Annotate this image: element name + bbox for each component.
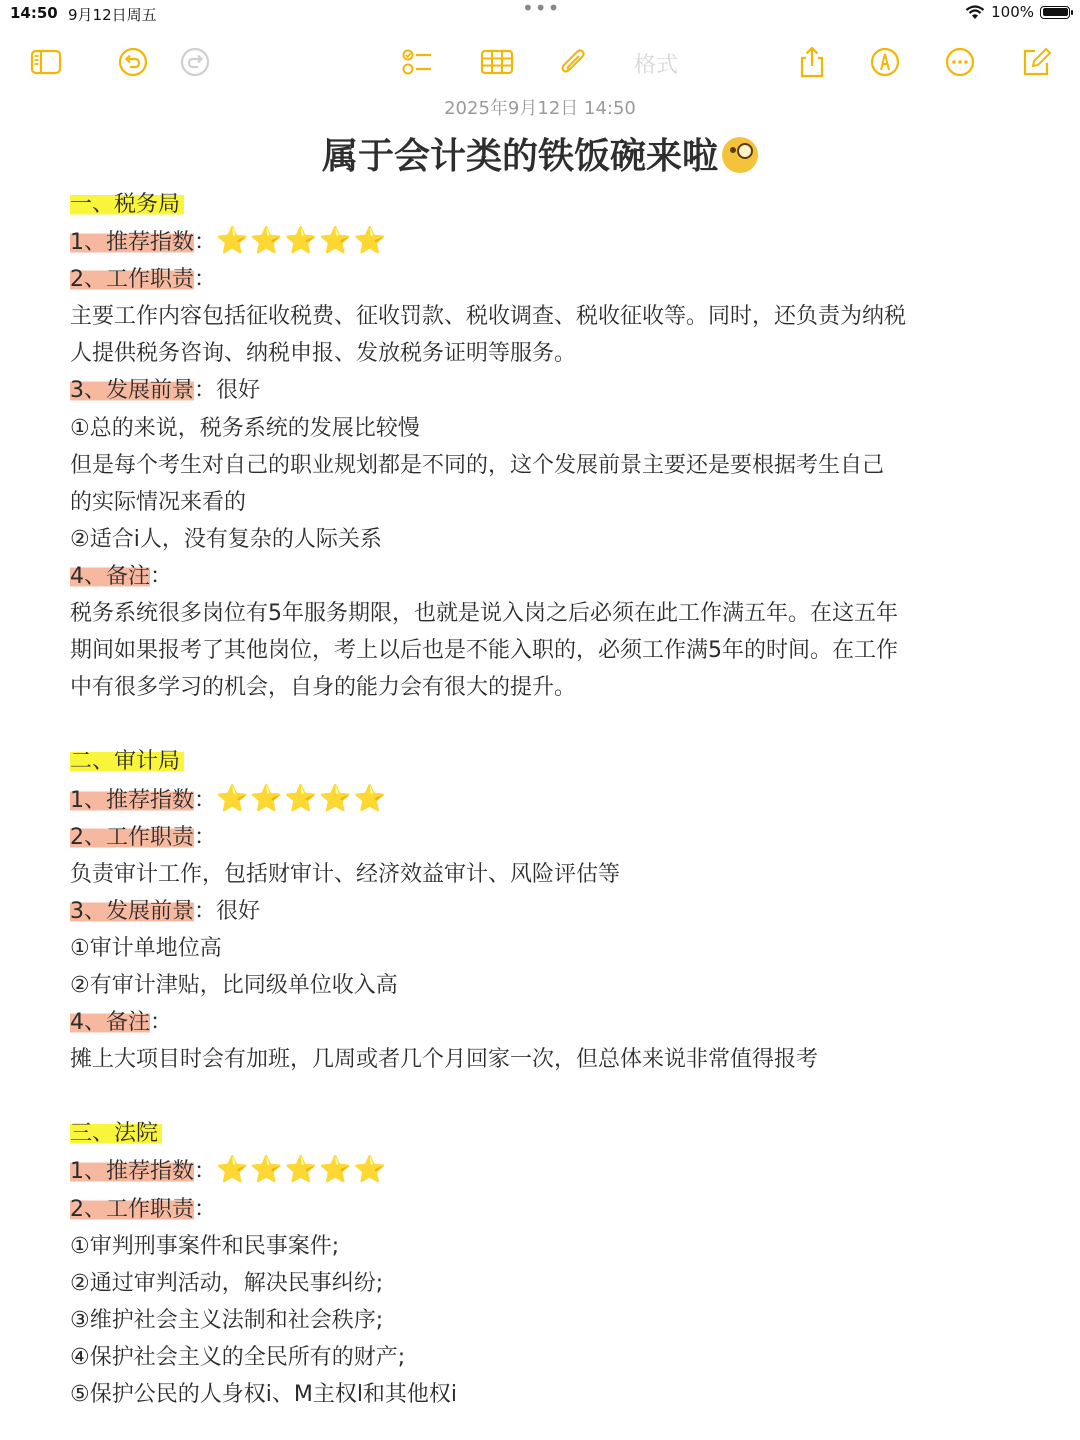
blank-line (70, 706, 1010, 743)
attachment-icon (557, 45, 591, 79)
share-icon (795, 45, 829, 79)
sidebar-icon (29, 45, 63, 79)
rating-stars: ⭐⭐⭐⭐⭐ (216, 783, 388, 814)
rating (70, 223, 1010, 261)
note-timestamp: 2025年9月12日 14:50 (444, 98, 636, 119)
wifi-icon (965, 5, 985, 20)
status-time: 14:50 (10, 4, 58, 22)
prospect-value: 很好 (216, 378, 261, 404)
section-heading (70, 1115, 1010, 1152)
format-button[interactable]: 格式 (634, 53, 679, 78)
body-text-line: ②适合i人，没有复杂的人际关系 (70, 526, 382, 552)
section-heading (70, 743, 1010, 780)
duties-label: 2、工作职责 (70, 824, 194, 850)
body-text-line: 税务系统很多岗位有5年服务期限，也就是说入岗之后必须在此工作满五年。在这五年 (70, 601, 898, 627)
note-title[interactable] (0, 128, 1080, 179)
colon: ： (194, 787, 217, 813)
duties (70, 261, 1010, 298)
body-text-line: 中有很多学习的机会，自身的能力会有很大的提升。 (70, 675, 577, 701)
prospect (70, 893, 1010, 930)
battery-percent: 100% (991, 3, 1034, 21)
notes-label: 4、备注 (70, 1010, 150, 1036)
attachment-button[interactable] (556, 44, 592, 80)
monocle-face-icon (722, 137, 758, 173)
section-heading-text: 三、法院 (70, 1121, 162, 1146)
share-button[interactable] (794, 44, 830, 80)
colon: ： (194, 378, 217, 404)
body-text-line: ①总的来说，税务系统的发展比较慢 (70, 415, 420, 441)
status-date: 9月12日周五 (68, 6, 157, 24)
body-text-line: 主要工作内容包括征收税费、征收罚款、税收调查、税收征收等。同时，还负责为纳税 (70, 304, 907, 330)
body-text-line: 但是每个考生对自己的职业规划都是不同的，这个发展前景主要还是要根据考生自己 (70, 452, 885, 478)
body-text-line: 期间如果报考了其他岗位，考上以后也是不能入职的，必须工作满5年的时间。在工作 (70, 638, 898, 664)
section-heading (70, 186, 1010, 223)
undo-button[interactable] (115, 44, 151, 80)
rating-label: 1、推荐指数 (70, 230, 194, 256)
body-text-line: ⑤保护公民的人身权i、M主权l和其他权i (70, 1382, 458, 1407)
prospect-value: 很好 (216, 898, 261, 924)
more-icon (943, 45, 977, 79)
markup-button[interactable] (867, 44, 903, 80)
blank-line (70, 1078, 1010, 1115)
body-text-line: 的实际情况来看的 (70, 489, 247, 515)
table-icon (480, 45, 514, 79)
colon: ： (194, 898, 217, 924)
body-text-line: ①审计单地位高 (70, 935, 222, 961)
body-text-line: ②通过审判活动，解决民事纠纷; (70, 1270, 384, 1296)
duties-label: 2、工作职责 (70, 267, 194, 293)
redo-icon (178, 45, 212, 79)
duties (70, 819, 1010, 856)
body-text-line: 摊上大项目时会有加班，几周或者几个月回家一次，但总体来说非常值得报考 (70, 1047, 819, 1073)
rating-stars: ⭐⭐⭐⭐⭐ (216, 1155, 388, 1186)
body-text-line: ②有审计津贴，比同级单位收入高 (70, 972, 398, 998)
colon: ： (194, 824, 217, 850)
status-bar (0, 0, 1080, 28)
table-button[interactable] (479, 44, 515, 80)
prospect (70, 372, 1010, 409)
compose-icon (1019, 45, 1053, 79)
rating (70, 1152, 1010, 1190)
rating-label: 1、推荐指数 (70, 787, 194, 813)
prospect-label: 3、发展前景 (70, 378, 194, 404)
duties (70, 1191, 1010, 1228)
section-heading-text: 二、审计局 (70, 749, 184, 774)
body-text-line: ①审判刑事案件和民事案件; (70, 1233, 340, 1259)
checklist-icon (400, 45, 434, 79)
body-text-line: 负责审计工作，包括财审计、经济效益审计、风险评估等 (70, 861, 621, 887)
rating-label: 1、推荐指数 (70, 1159, 194, 1185)
colon: ： (194, 230, 217, 256)
rating-stars: ⭐⭐⭐⭐⭐ (216, 226, 388, 257)
checklist-button[interactable] (399, 44, 435, 80)
prospect-label: 3、发展前景 (70, 898, 194, 924)
multitasking-dots[interactable]: ••• (522, 0, 561, 20)
notes (70, 1004, 1010, 1041)
sidebar-button[interactable] (28, 44, 64, 80)
colon: ： (194, 1196, 217, 1222)
notes-toolbar (0, 36, 1080, 86)
undo-icon (116, 45, 150, 79)
duties-label: 2、工作职责 (70, 1196, 194, 1222)
rating (70, 781, 1010, 819)
note-title-text: 属于会计类的铁饭碗来啦 (321, 136, 718, 177)
colon: ： (194, 1159, 217, 1185)
notes (70, 558, 1010, 595)
body-text-line: ④保护社会主义的全民所有的财产; (70, 1344, 406, 1370)
colon: ： (150, 563, 173, 589)
colon: ： (150, 1010, 173, 1036)
redo-button[interactable] (177, 44, 213, 80)
markup-icon (868, 45, 902, 79)
colon: ： (194, 267, 217, 293)
notes-label: 4、备注 (70, 563, 150, 589)
status-right (965, 3, 1070, 21)
more-button[interactable] (942, 44, 978, 80)
note-body[interactable] (70, 186, 1010, 1413)
body-text-line: ③维护社会主义法制和社会秩序; (70, 1307, 384, 1333)
battery-icon (1040, 6, 1070, 19)
section-heading-text: 一、税务局 (70, 192, 184, 217)
compose-button[interactable] (1018, 44, 1054, 80)
body-text-line: 人提供税务咨询、纳税申报、发放税务证明等服务。 (70, 341, 577, 367)
